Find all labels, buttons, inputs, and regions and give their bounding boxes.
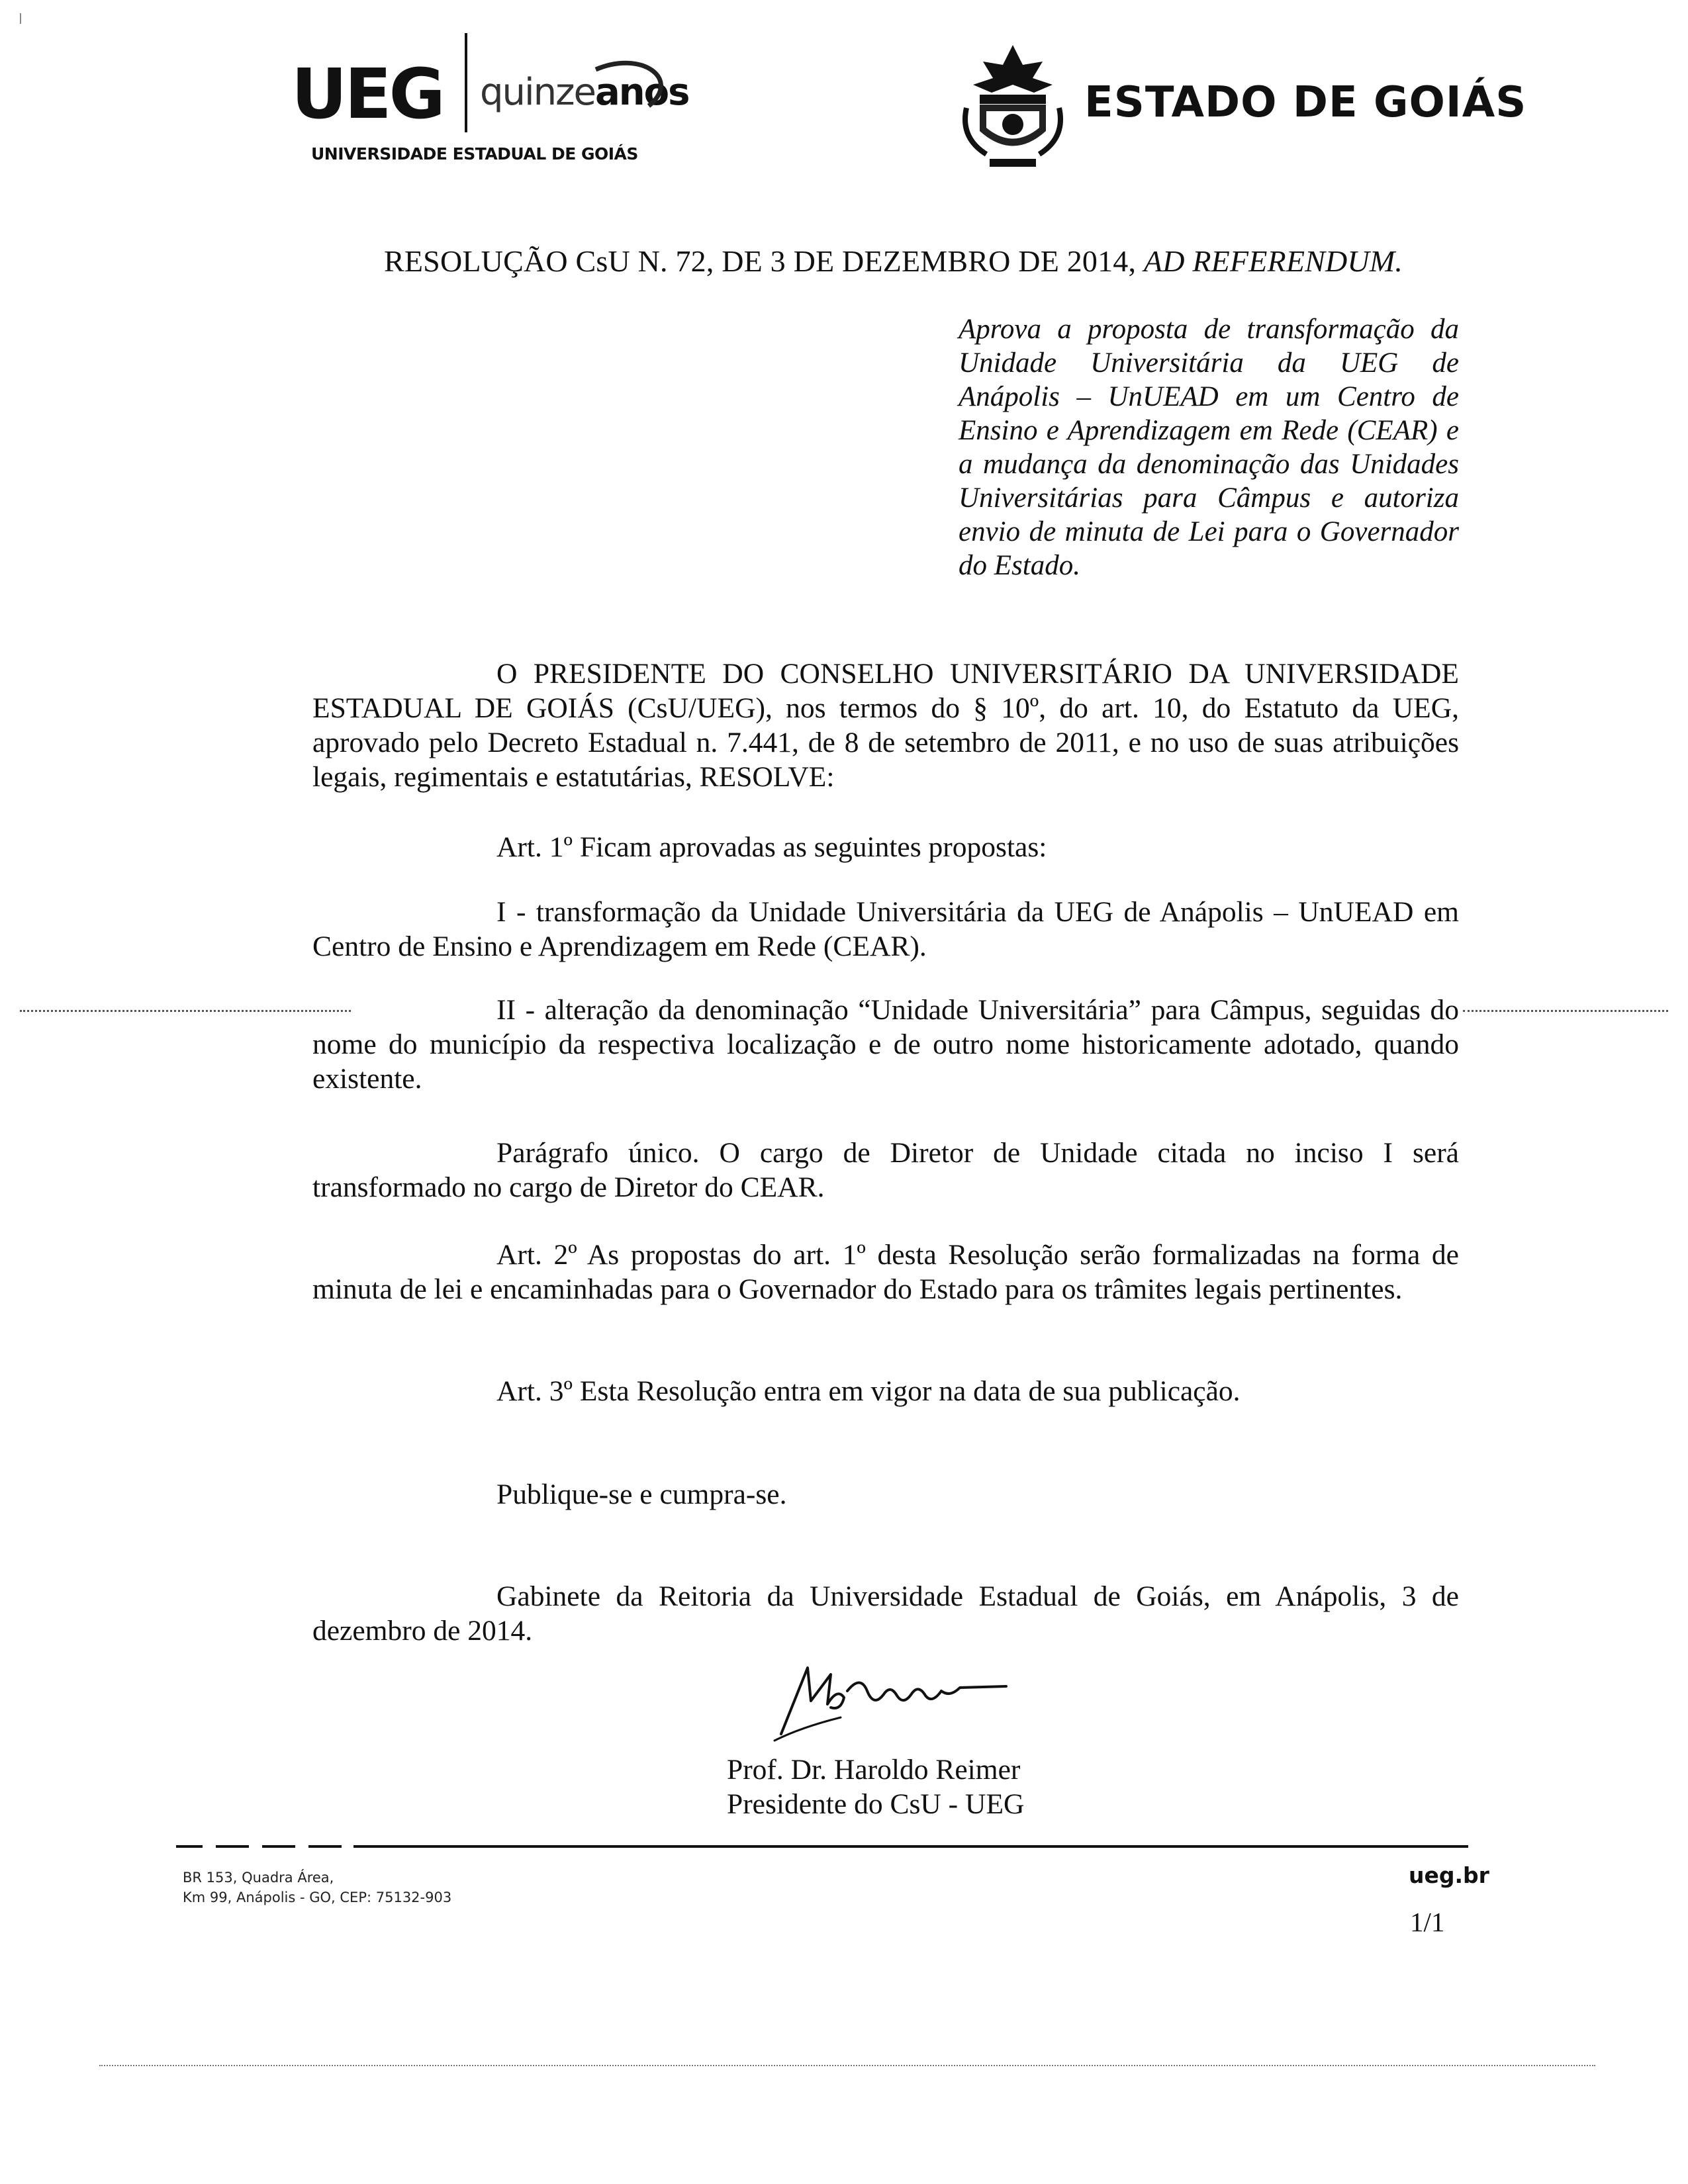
ementa: Aprova a proposta de transformação da Unidade Universitária da UEG de Anápolis – UnUEAD em um Centro de Ensino e Aprendizagem em Rede (CEAR) e a mudança da denominação das Unidades Universitárias para Câmpus e autoriza envio de minuta de Lei para o Governador do Estado.: [959, 314, 1459, 581]
address-line-2: Km 99, Anápolis - GO, CEP: 75132-903: [183, 1889, 452, 1905]
ueg-logo: [291, 33, 702, 132]
title-main: RESOLUÇÃO CsU N. 72, DE 3 DE DEZEMBRO DE 2014,: [384, 244, 1144, 278]
art-2: [312, 1238, 1459, 1306]
page-number: 1/1: [1410, 1907, 1445, 1937]
scan-dotted-line-left: [20, 1010, 351, 1014]
scan-dotted-line-right: [1463, 1010, 1668, 1014]
signatory-role: Presidente do CsU - UEG: [727, 1788, 1025, 1820]
address-line-1: BR 153, Quadra Área,: [183, 1870, 334, 1886]
footer-address: [183, 1868, 451, 1907]
website-link[interactable]: ueg.br: [1409, 1862, 1489, 1888]
signatory-name: Prof. Dr. Haroldo Reimer: [727, 1754, 1021, 1786]
inciso-i-text: I - transformação da Unidade Universitária da UEG de Anápolis – UnUEAD em Centro de Ensino e Aprendizagem em Rede (CEAR).: [312, 896, 1459, 962]
document-title: [384, 244, 1403, 279]
quinze-suffix: anos: [594, 71, 689, 114]
paragrafo-unico-text: Parágrafo único. O cargo de Diretor de Unidade citada no inciso I será transformado no cargo de Diretor do CEAR.: [312, 1137, 1459, 1203]
signatory: [727, 1752, 1024, 1821]
art-1: Art. 1º Ficam aprovadas as seguintes propostas:: [496, 831, 1047, 863]
paragrafo-unico: [312, 1136, 1459, 1205]
footer-rule: [176, 1845, 1468, 1848]
inciso-i: [312, 895, 1459, 964]
ueg-subtitle: UNIVERSIDADE ESTADUAL DE GOIÁS: [311, 144, 638, 163]
preamble-text: O PRESIDENTE DO CONSELHO UNIVERSITÁRIO DA UNIVERSIDADE ESTADUAL DE GOIÁS (CsU/UEG), nos termos do § 10º, do art. 10, do Estatuto da UEG, aprovado pelo Decreto Estadual n. 7.441, de 8 de setembro de 2011, e no uso de suas atribuições legais, regimentais e estatutárias, RESOLVE:: [312, 658, 1459, 793]
preamble: [312, 657, 1459, 794]
quinze-arc-icon: [583, 53, 682, 126]
ueg-logo-text: UEG: [291, 54, 443, 134]
gabinete-text: Gabinete da Reitoria da Universidade Estadual de Goiás, em Anápolis, 3 de dezembro de 2014.: [312, 1580, 1459, 1647]
state-name: ESTADO DE GOIÁS: [1084, 78, 1527, 127]
gabinete: [312, 1579, 1459, 1648]
scan-mark: [20, 13, 21, 24]
scan-dotted-line-bottom: [99, 2065, 1595, 2066]
signature: [761, 1655, 1013, 1747]
inciso-ii: [312, 993, 1459, 1096]
goias-crest-icon: [960, 38, 1066, 171]
art-2-text: Art. 2º As propostas do art. 1º desta Resolução serão formalizadas na forma de minuta de lei e encaminhadas para o Governador do Estado para os trâmites legais pertinentes.: [312, 1239, 1459, 1305]
quinze-prefix: quinze: [480, 71, 595, 114]
publique: Publique-se e cumpra-se.: [496, 1479, 787, 1510]
inciso-ii-text: II - alteração da denominação “Unidade Universitária” para Câmpus, seguidas do nome do município da respectiva localização e de outro nome historicamente adotado, quando existente.: [312, 994, 1459, 1095]
logo-divider: [465, 33, 467, 132]
art-3: Art. 3º Esta Resolução entra em vigor na data de sua publicação.: [496, 1375, 1241, 1407]
title-italic: AD REFERENDUM.: [1143, 244, 1403, 278]
